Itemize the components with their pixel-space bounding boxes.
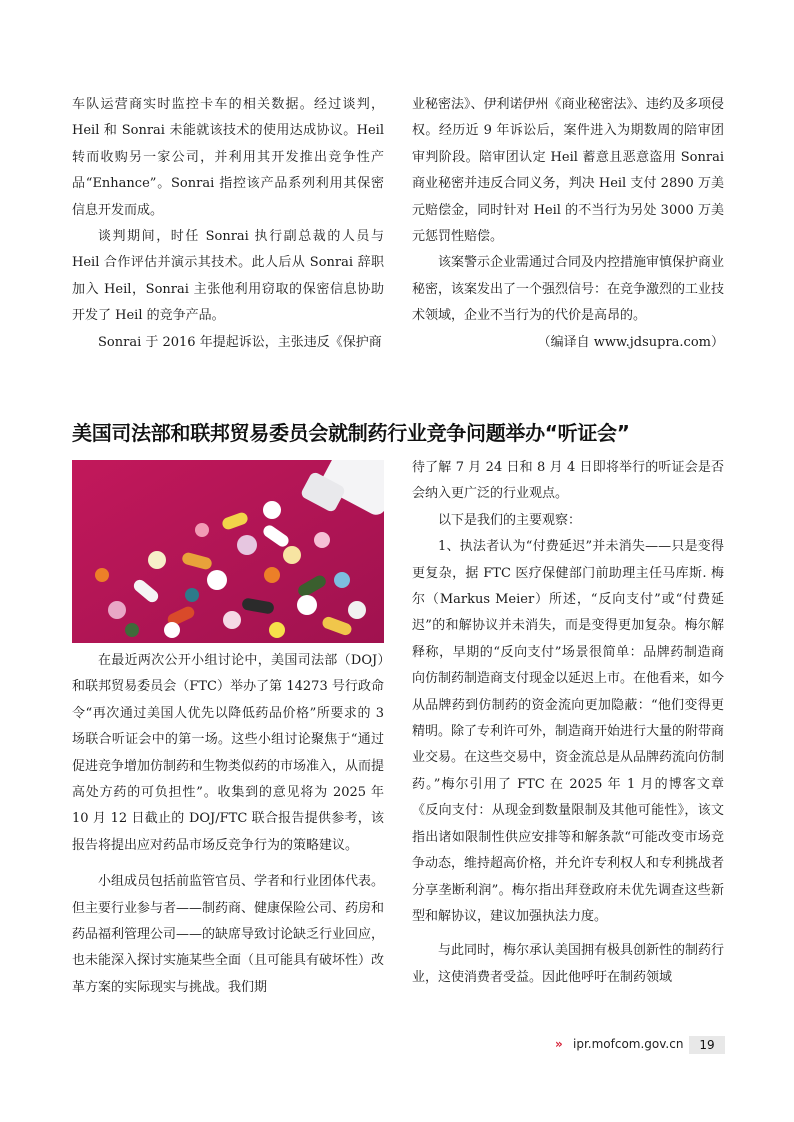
pills-photo [72, 460, 384, 643]
article-right-column [412, 455, 724, 991]
page-footer [555, 1036, 725, 1054]
paragraph: 谈判期间，时任 Sonrai 执行副总裁的人员与 Heil 合作评估并演示其技术。此人后从 Sonrai 辞职加入 Heil，Sonrai 主张他利用窃取的保密信息协助开发了 Heil 的竞争产品。 [72, 229, 384, 324]
paragraph: 业秘密法》、伊利诺伊州《商业秘密法》、违约及多项侵权。经历近 9 年诉讼后，案件进入为期数周的陪审团审判阶段。陪审团认定 Heil 蓄意且恶意盗用 Sonrai 商业秘密并违反合同义务，判决 Heil 支付 2890 万美元赔偿金，同时针对 Heil 的不当行为另处 3000 万美元惩罚性赔偿。 [412, 97, 725, 245]
article-left-column [72, 648, 384, 1001]
paragraph: 车队运营商实时监控卡车的相关数据。经过谈判，Heil 和 Sonrai 未能就该技术的使用达成协议。Heil 转而收购另一家公司，并利用其开发推出竞争性产品“Enhance”。Sonrai 指控该产品系列利用其保密信息开发而成。 [72, 97, 384, 218]
paragraph: 1、执法者认为“付费延迟”并未消失——只是变得更复杂，据 FTC 医疗保健部门前助理主任马库斯. 梅尔（Markus Meier）所述，“反向支付”或“付费延迟”的和解协议并未消失，而是变得更加复杂。梅尔解释称，早期的“反向支付”场景很简单：品牌药制造商向仿制药制造商支付现金以延迟上市。在他看来，如今从品牌药到仿制药的资金流向更加隐蔽：“他们变得更精明。除了专利许可外，制造商开始进行大量的附带商业交易。在这些交易中，资金流总是从品牌药流向仿制药。”梅尔引用了 FTC 在 2025 年 1 月的博客文章《反向支付：从现金到数量限制及其他可能性》，该文指出诸如限制性供应安排等和解条款“可能改变市场竞争动态，维持超高价格，并允许专利权人和专利挑战者分享垄断利润”。梅尔指出拜登政府未优先调查这些新型和解协议，建议加强执法力度。 [412, 539, 725, 924]
paragraph: 在最近两次公开小组讨论中，美国司法部（DOJ）和联邦贸易委员会（FTC）举办了第 14273 号行政命令“再次通过美国人优先以降低药品价格”所要求的 3 场联合听证会中的第一场。这些小组讨论聚焦于“通过促进竞争增加仿制药和生物类似药的市场准入，从而提高处方药的可负担性”。收集到的意见将为 2025 年 10 月 12 日截止的 DOJ/FTC 联合报告提供参考，该报告将提出应对药品市场反竞争行为的策略建议。 [72, 653, 385, 853]
paragraph: Sonrai 于 2016 年提起诉讼，主张违反《保护商 [98, 334, 382, 350]
footer-url: ipr.mofcom.gov.cn [573, 1037, 684, 1051]
source-credit: （编译自 www.jdsupra.com） [537, 334, 724, 350]
previous-article-left-column [72, 92, 384, 356]
paragraph: 待了解 7 月 24 日和 8 月 4 日即将举行的听证会是否会纳入更广泛的行业观点。 [412, 460, 724, 502]
pills-illustration [72, 460, 384, 643]
paragraph: 该案警示企业需通过合同及内控措施审慎保护商业秘密，该案发出了一个强烈信号：在竞争激烈的工业技术领域，企业不当行为的代价是高昂的。 [412, 255, 725, 324]
previous-article-right-column [412, 92, 724, 356]
paragraph: 以下是我们的主要观察： [438, 512, 582, 528]
paragraph: 与此同时，梅尔承认美国拥有极具创新性的制药行业，这使消费者受益。因此他呼吁在制药领域 [412, 943, 725, 985]
article-headline: 美国司法部和联邦贸易委员会就制药行业竞争问题举办“听证会” [72, 421, 630, 445]
paragraph: 小组成员包括前监管官员、学者和行业团体代表。但主要行业参与者——制药商、健康保险公司、药房和药品福利管理公司——的缺席导致讨论缺乏行业回应，也未能深入探讨实施某些全面（且可能具有破坏性）改革方案的实际现实与挑战。我们期 [72, 874, 385, 995]
page-number: 19 [689, 1036, 725, 1054]
double-chevron-icon: » [555, 1037, 561, 1051]
